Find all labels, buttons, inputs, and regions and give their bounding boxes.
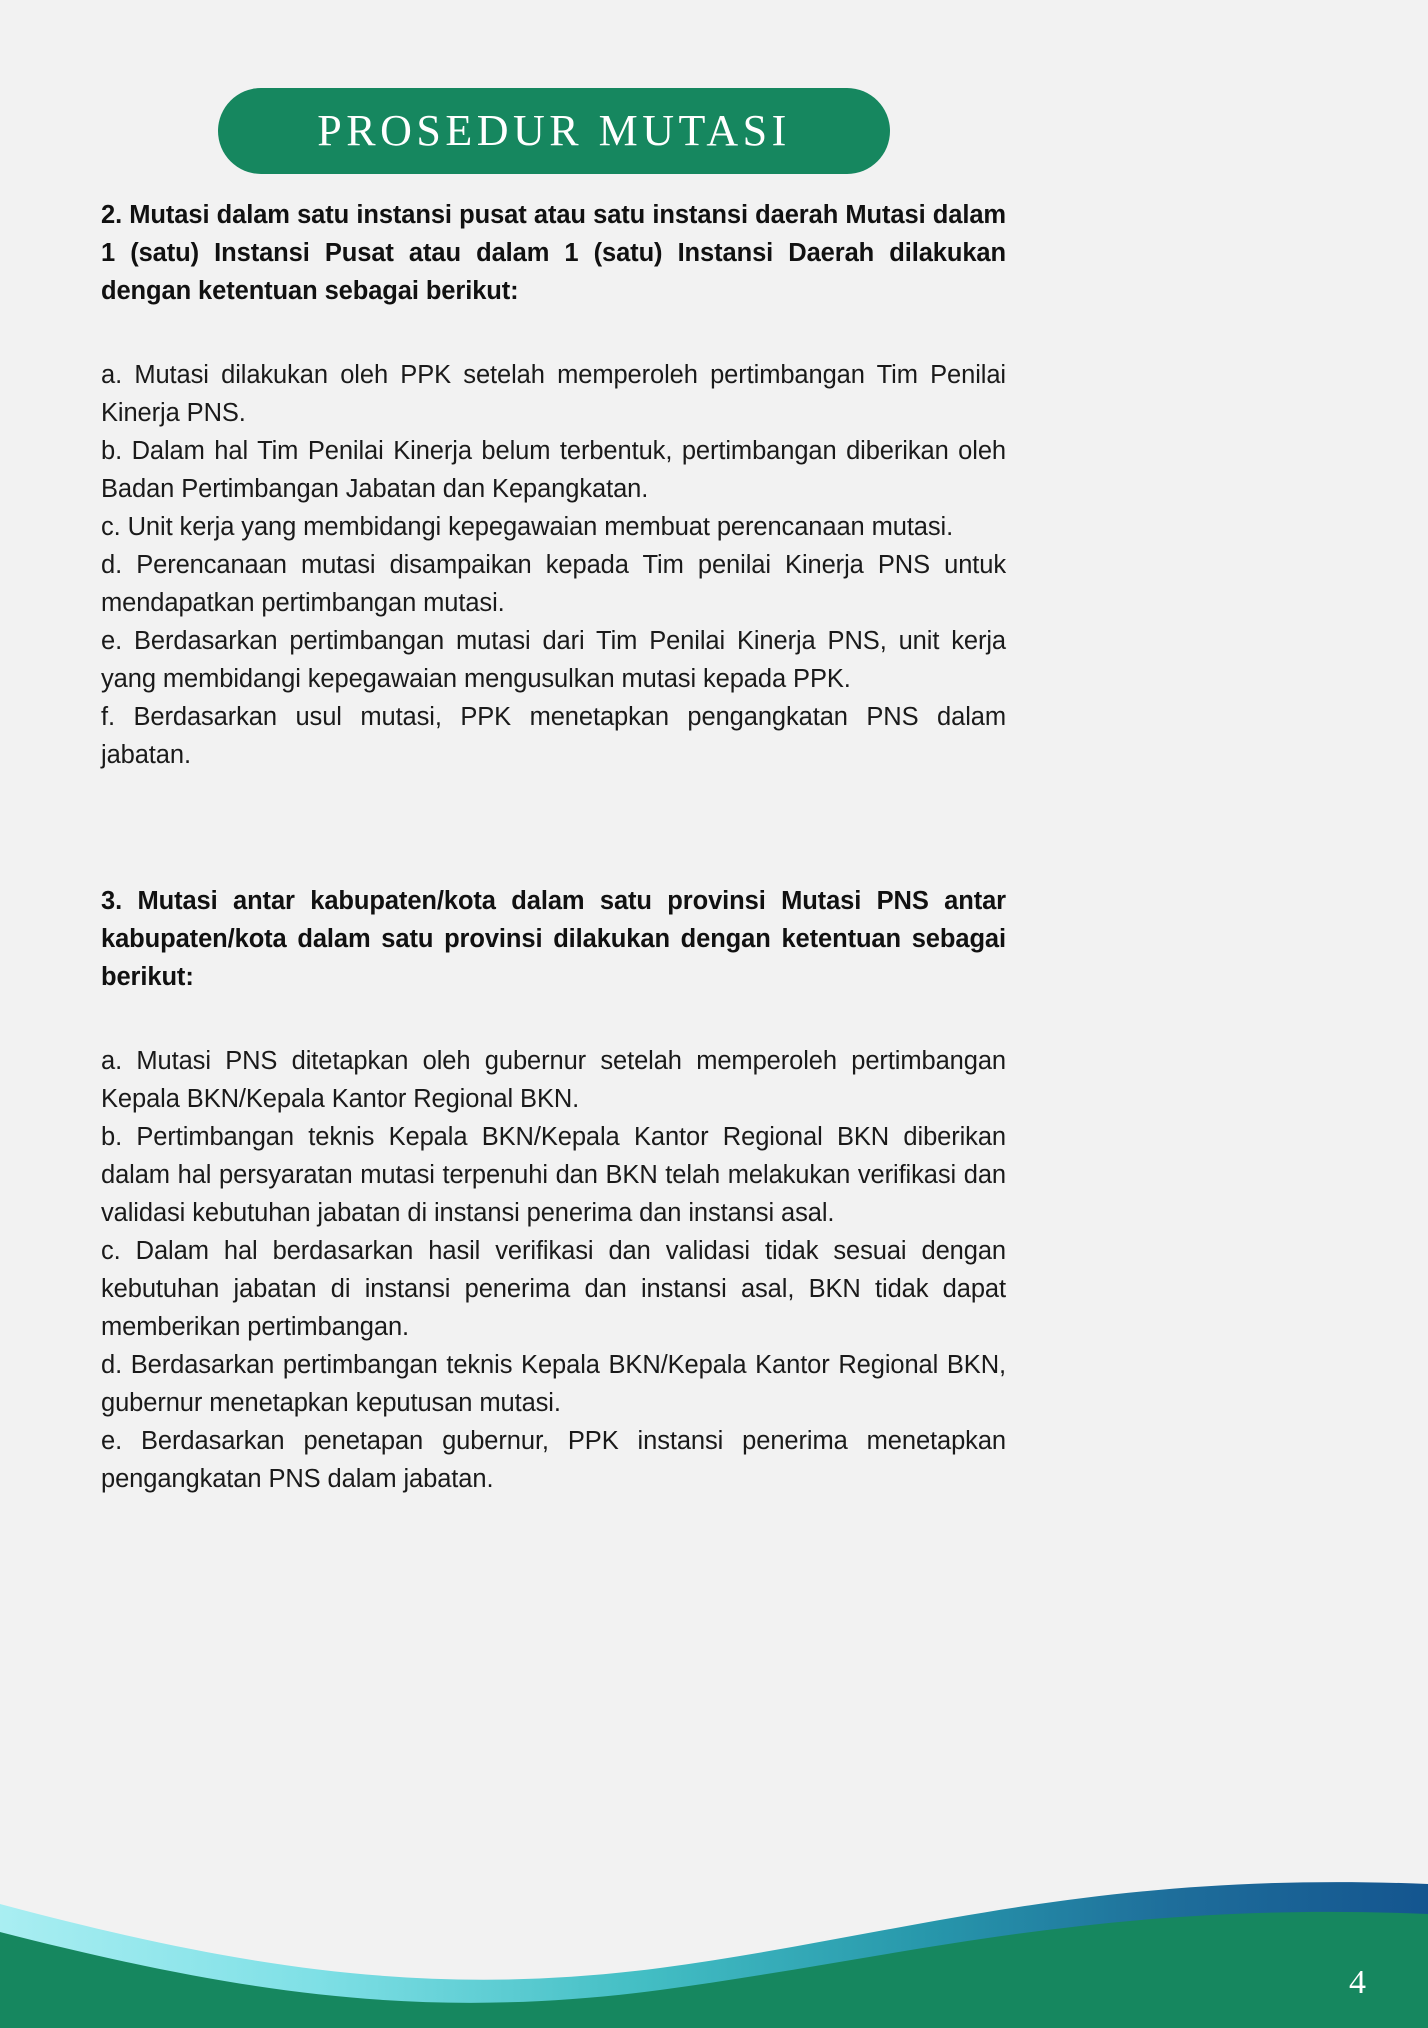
section-list-3 xyxy=(101,1042,1006,1498)
page-number: 4 xyxy=(1349,1964,1366,2001)
list-item: b. Pertimbangan teknis Kepala BKN/Kepala Kantor Regional BKN diberikan dalam hal persyaratan mutasi terpenuhi dan BKN telah melakukan verifikasi dan validasi kebutuhan jabatan di instansi penerima dan instansi asal. xyxy=(101,1123,1006,1227)
spacer xyxy=(101,774,1006,882)
document-body xyxy=(101,196,1006,1498)
list-item: a. Mutasi PNS ditetapkan oleh gubernur setelah memperoleh pertimbangan Kepala BKN/Kepala Kantor Regional BKN. xyxy=(101,1047,1006,1113)
spacer xyxy=(101,996,1006,1042)
wave-svg xyxy=(0,1848,1428,2028)
list-item: f. Berdasarkan usul mutasi, PPK menetapkan pengangkatan PNS dalam jabatan. xyxy=(101,703,1006,769)
section-heading-2: 2. Mutasi dalam satu instansi pusat atau satu instansi daerah Mutasi dalam 1 (satu) Instansi Pusat atau dalam 1 (satu) Instansi Daerah dilakukan dengan ketentuan sebagai berikut: xyxy=(101,201,1006,305)
header-banner xyxy=(218,88,890,174)
list-item: d. Berdasarkan pertimbangan teknis Kepala BKN/Kepala Kantor Regional BKN, gubernur menetapkan keputusan mutasi. xyxy=(101,1351,1006,1417)
spacer xyxy=(101,310,1006,356)
list-item: c. Dalam hal berdasarkan hasil verifikasi dan validasi tidak sesuai dengan kebutuhan jabatan di instansi penerima dan instansi asal, BKN tidak dapat memberikan pertimbangan. xyxy=(101,1237,1006,1341)
list-item: b. Dalam hal Tim Penilai Kinerja belum terbentuk, pertimbangan diberikan oleh Badan Pertimbangan Jabatan dan Kepangkatan. xyxy=(101,437,1006,503)
section-heading-3: 3. Mutasi antar kabupaten/kota dalam satu provinsi Mutasi PNS antar kabupaten/kota dalam satu provinsi dilakukan dengan ketentuan sebagai berikut: xyxy=(101,887,1006,991)
list-item: e. Berdasarkan pertimbangan mutasi dari Tim Penilai Kinerja PNS, unit kerja yang membidangi kepegawaian mengusulkan mutasi kepada PPK. xyxy=(101,627,1006,693)
list-item: d. Perencanaan mutasi disampaikan kepada Tim penilai Kinerja PNS untuk mendapatkan pertimbangan mutasi. xyxy=(101,551,1006,617)
list-item: a. Mutasi dilakukan oleh PPK setelah memperoleh pertimbangan Tim Penilai Kinerja PNS. xyxy=(101,361,1006,427)
footer-wave-graphic xyxy=(0,1848,1428,2028)
page-title: PROSEDUR MUTASI xyxy=(317,106,791,155)
list-item: e. Berdasarkan penetapan gubernur, PPK instansi penerima menetapkan pengangkatan PNS dalam jabatan. xyxy=(101,1427,1006,1493)
section-list-2 xyxy=(101,356,1006,774)
list-item: c. Unit kerja yang membidangi kepegawaian membuat perencanaan mutasi. xyxy=(101,513,954,541)
